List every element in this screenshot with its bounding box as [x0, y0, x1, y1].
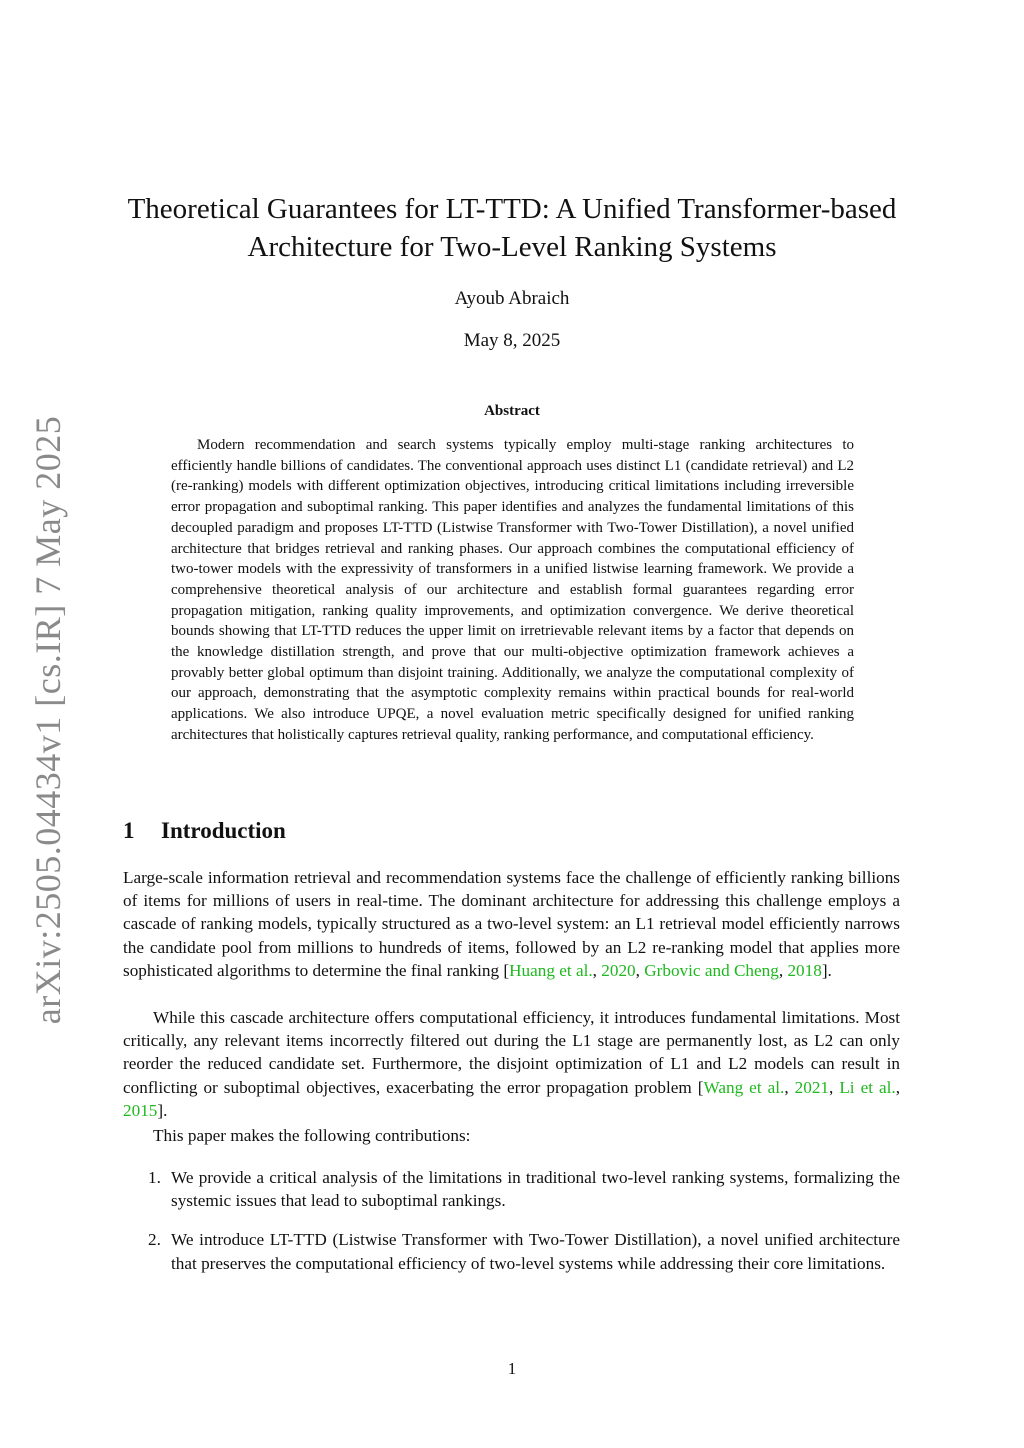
citation-separator: ,	[592, 960, 602, 980]
paper-title: Theoretical Guarantees for LT-TTD: A Unified Transformer-based Architecture for Two-Level Ranking Systems	[127, 193, 897, 263]
list-item	[123, 1166, 900, 1212]
section-number: 1	[123, 818, 135, 843]
arxiv-identifier: arXiv:2505.04434v1 [cs.IR] 7 May 2025	[28, 415, 69, 1025]
citation-link[interactable]: Wang et al.	[703, 1077, 785, 1097]
arxiv-sidebar	[18, 415, 78, 1025]
author-name: Ayoub Abraich	[454, 288, 570, 309]
contributions-list	[123, 1166, 900, 1291]
citation-year-link[interactable]: 2015	[123, 1100, 158, 1120]
paragraph-text: Large-scale information retrieval and recommendation systems face the challenge of efficiently ranking billions of items for millions of users in real-time. The dominant architecture for addressing this challenge employs a cascade of ranking models, typically structured as a two-level system: an L1 retrieval model efficiently narrows the candidate pool from millions to hundreds of items, followed by an L2 re-ranking model that applies more sophisticated algorithms to determine the final ranking [	[123, 868, 900, 980]
list-item	[123, 1228, 900, 1274]
citation-link[interactable]: Grbovic and Cheng	[644, 960, 779, 980]
citation-separator: ,	[784, 1077, 795, 1097]
paragraph-text: While this cascade architecture offers computational efficiency, it introduces fundamental limitations. Most critically, any relevant items incorrectly filtered out during the L1 stage are permanently lost, as L2 can only reorder the reduced candidate set. Furthermore, the disjoint optimization of L1 and L2 models can result in conflicting or suboptimal objectives, exacerbating the error propagation problem [	[123, 1008, 900, 1097]
citation-year-link[interactable]: 2018	[787, 960, 822, 980]
citation-close: ].	[157, 1100, 168, 1120]
citation-year-link[interactable]: 2021	[794, 1077, 829, 1097]
citation-close: ].	[821, 960, 832, 980]
section-title: Introduction	[161, 818, 286, 843]
citation-separator: ,	[895, 1077, 901, 1097]
list-item-number: 1.	[148, 1168, 161, 1187]
page-number: 1	[507, 1359, 517, 1378]
list-item-text: We provide a critical analysis of the limitations in traditional two-level ranking systems, formalizing the systemic issues that lead to suboptimal rankings.	[171, 1168, 900, 1211]
abstract-heading: Abstract	[484, 403, 540, 419]
citation-separator: ,	[778, 960, 788, 980]
citation-year-link[interactable]: 2020	[601, 960, 636, 980]
citation-link[interactable]: Li et al.	[839, 1077, 896, 1097]
citation-separator: ,	[829, 1077, 840, 1097]
intro-paragraph-3: This paper makes the following contributions:	[153, 1126, 471, 1145]
list-item-text: We introduce LT-TTD (Listwise Transformer with Two-Tower Distillation), a novel unified architecture that preserves the computational efficiency of two-level systems while addressing their core limitations.	[171, 1230, 900, 1273]
abstract-text: Modern recommendation and search systems typically employ multi-stage ranking architectures to efficiently handle billions of candidates. The conventional approach uses distinct L1 (candidate retrieval) and L2 (re-ranking) models with different optimization objectives, introducing critical limitations including irreversible error propagation and suboptimal ranking. This paper identifies and analyzes the fundamental limitations of this decoupled paradigm and proposes LT-TTD (Listwise Transformer with Two-Tower Distillation), a novel unified architecture that bridges retrieval and ranking phases. Our approach combines the computational efficiency of two-tower models with the expressivity of transformers in a unified listwise learning framework. We provide a comprehensive theoretical analysis of our architecture and establish formal guarantees regarding error propagation mitigation, ranking quality improvements, and optimization convergence. We derive theoretical bounds showing that LT-TTD reduces the upper limit on irretrievable relevant items by a factor that depends on the knowledge distillation strength, and prove that our multi-objective optimization framework achieves a provably better global optimum than disjoint training. Additionally, we analyze the computational complexity of our approach, demonstrating that the asymptotic complexity remains within practical bounds for real-world applications. We also introduce UPQE, a novel evaluation metric specifically designed for unified ranking architectures that holistically captures retrieval quality, ranking performance, and computational efficiency.	[171, 437, 854, 743]
intro-paragraph-2	[123, 1006, 900, 1122]
citation-link[interactable]: Huang et al.	[509, 960, 593, 980]
intro-paragraph-1	[123, 866, 900, 982]
section-heading-introduction	[123, 818, 286, 844]
paper-date: May 8, 2025	[463, 330, 561, 351]
citation-separator: ,	[635, 960, 645, 980]
list-item-number: 2.	[148, 1230, 161, 1250]
